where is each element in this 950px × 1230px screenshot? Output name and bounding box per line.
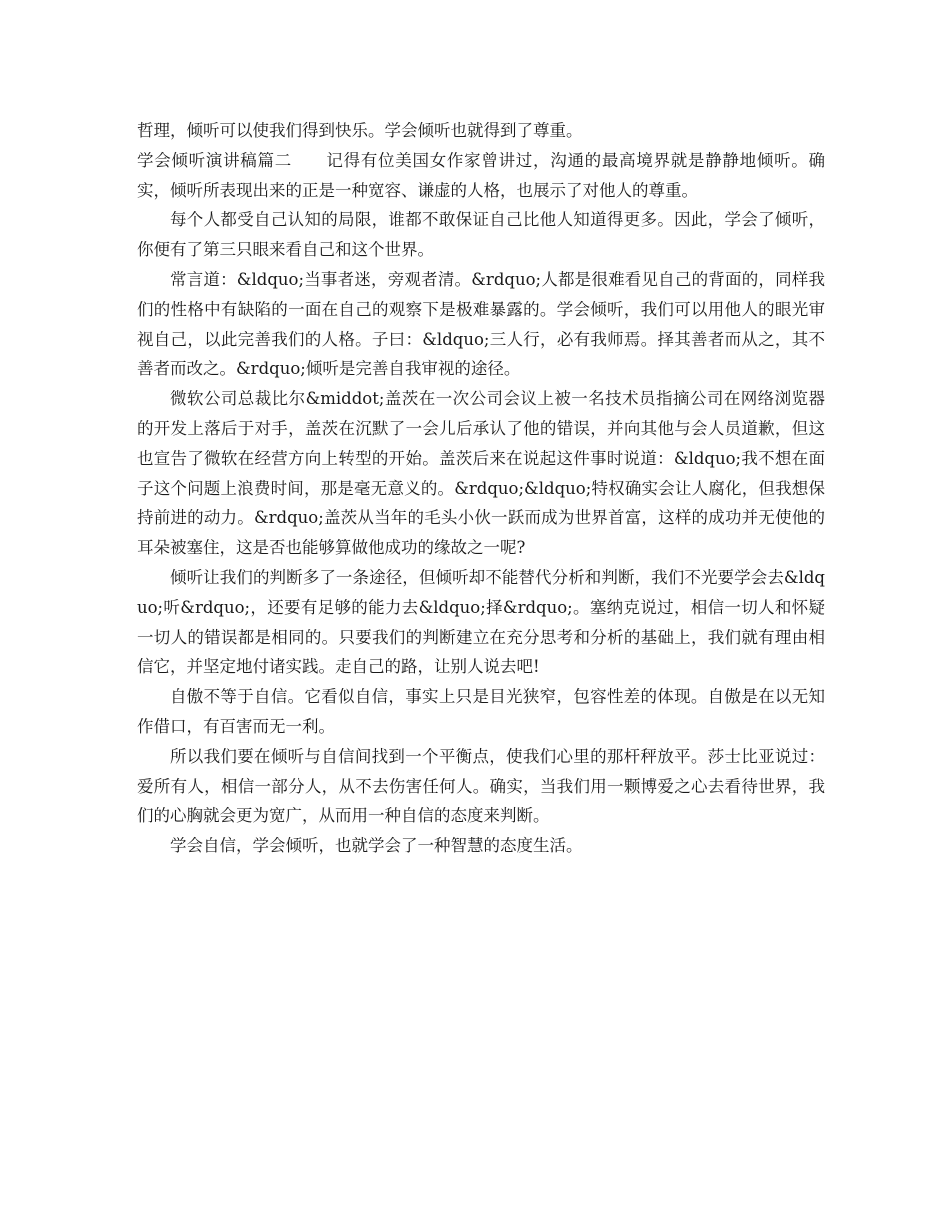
paragraph-2-with-heading: 学会倾听演讲稿篇二 记得有位美国女作家曾讲过，沟通的最高境界就是静静地倾听。确实，倾听所表现出来的正是一种宽容、谦虚的人格，也展示了对他人的尊重。 bbox=[137, 150, 825, 200]
paragraph-5: 微软公司总裁比尔&middot;盖茨在一次公司会议上被一名技术员指摘公司在网络浏览器的开发上落后于对手，盖茨在沉默了一会儿后承认了他的错误，并向其他与会人员道歉，但这也宣告了微软在经营方向上转型的开始。盖茨后来在说起这件事时说道：&ldquo;我不想在面子这个问题上浪费时间，那是毫无意义的。&rdquo;&ldquo;特权确实会让人腐化，但我想保持前进的动力。&rdquo;盖茨从当年的毛头小伙一跃而成为世界首富，这样的成功并无使他的耳朵被塞住，这是否也能够算做他成功的缘故之一呢? bbox=[137, 389, 825, 558]
paragraph-4: 常言道：&ldquo;当事者迷，旁观者清。&rdquo;人都是很难看见自己的背面的，同样我们的性格中有缺陷的一面在自己的观察下是极难暴露的。学会倾听，我们可以用他人的眼光审视自己，以此完善我们的人格。子曰：&ldquo;三人行，必有我师焉。择其善者而从之，其不善者而改之。&rdquo;倾听是完善自我审视的途径。 bbox=[137, 269, 825, 379]
paragraph-1: 哲理，倾听可以使我们得到快乐。学会倾听也就得到了尊重。 bbox=[137, 121, 583, 140]
paragraph-9: 学会自信，学会倾听，也就学会了一种智慧的态度生活。 bbox=[170, 836, 583, 856]
paragraph-6: 倾听让我们的判断多了一条途径，但倾听却不能替代分析和判断，我们不光要学会去&ldquo;听&rdquo;，还要有足够的能力去&ldquo;择&rdquo;。塞纳克说过，相信一切人和怀疑一切人的错误都是相同的。只要我们的判断建立在充分思考和分析的基础上，我们就有理由相信它，并坚定地付诸实践。走自己的路，让别人说去吧! bbox=[137, 567, 825, 677]
paragraph-8: 所以我们要在倾听与自信间找到一个平衡点，使我们心里的那杆秤放平。莎士比亚说过：爱所有人，相信一部分人，从不去伤害任何人。确实，当我们用一颗博爱之心去看待世界，我们的心胸就会更为宽广，从而用一种自信的态度来判断。 bbox=[137, 746, 825, 826]
paragraph-3: 每个人都受自己认知的局限，谁都不敢保证自己比他人知道得更多。因此，学会了倾听，你便有了第三只眼来看自己和这个世界。 bbox=[137, 210, 825, 260]
paragraph-7: 自傲不等于自信。它看似自信，事实上只是目光狭窄，包容性差的体现。自傲是在以无知作借口，有百害而无一利。 bbox=[137, 687, 825, 736]
document-body bbox=[137, 116, 825, 861]
